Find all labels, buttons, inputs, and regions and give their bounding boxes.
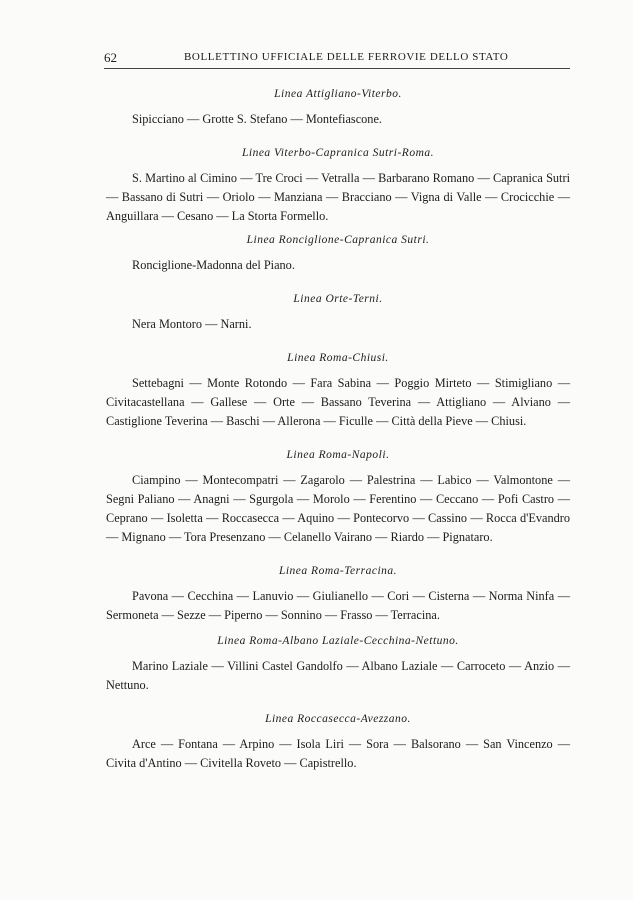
page-number: 62 xyxy=(104,50,117,65)
section-roccasecca-avezzano xyxy=(106,711,570,773)
section-body: Pavona — Cecchina — Lanuvio — Giulianello — Cori — Cisterna — Norma Ninfa — Sermoneta — Sezze — Piperno — Sonnino — Frasso — Terracina. xyxy=(106,589,570,622)
section-body: Settebagni — Monte Rotondo — Fara Sabina — Poggio Mirteto — Stimigliano — Civitacastellana — Gallese — Orte — Bassano Teverina — Attigliano — Alviano — Castiglione Teverina — Baschi — Allerona — Ficulle — Città della Pieve — Chiusi. xyxy=(106,376,570,428)
section-body: Arce — Fontana — Arpino — Isola Liri — Sora — Balsorano — San Vincenzo — Civita d'Antino — Civitella Roveto — Capistrello. xyxy=(106,737,570,770)
header-rule xyxy=(104,68,570,69)
section-title: Linea Orte-Terni. xyxy=(293,293,383,305)
section-title: Linea Roccasecca-Avezzano. xyxy=(265,713,411,725)
section-roma-chiusi xyxy=(106,350,570,431)
page-header xyxy=(104,50,570,68)
section-viterbo-capranica-roma xyxy=(106,145,570,226)
section-title: Linea Roma-Terracina. xyxy=(278,565,398,577)
running-title: BOLLETTINO UFFICIALE DELLE FERROVIE DELLO STATO xyxy=(184,51,509,63)
section-ronciglione-capranica xyxy=(106,232,570,275)
section-title: Linea Roma-Napoli. xyxy=(286,449,390,461)
section-body: Sipicciano — Grotte S. Stefano — Montefiascone. xyxy=(132,112,382,126)
section-roma-terracina xyxy=(106,563,570,625)
section-body: Marino Laziale — Villini Castel Gandolfo — Albano Laziale — Carroceto — Anzio — Nettuno. xyxy=(106,659,570,692)
section-roma-albano-nettuno xyxy=(106,633,570,695)
section-title: Linea Roma-Chiusi. xyxy=(287,352,389,364)
section-orte-terni xyxy=(106,291,570,334)
section-title: Linea Attigliano-Viterbo. xyxy=(274,88,402,100)
section-body: Ciampino — Montecompatri — Zagarolo — Palestrina — Labico — Valmontone — Segni Paliano — Anagni — Sgurgola — Morolo — Ferentino — Ceccano — Pofi Castro — Ceprano — Isoletta — Roccasecca — Aquino — Pontecorvo — Cassino — Rocca d'Evandro — Mignano — Tora Presenzano — Celanello Vairano — Riardo — Pignataro. xyxy=(106,473,570,544)
section-attigliano-viterbo xyxy=(106,86,570,129)
section-title: Linea Ronciglione-Capranica Sutri. xyxy=(246,234,430,246)
section-body: Ronciglione-Madonna del Piano. xyxy=(132,258,295,272)
section-title: Linea Viterbo-Capranica Sutri-Roma. xyxy=(241,147,434,159)
section-roma-napoli xyxy=(106,447,570,547)
section-body: S. Martino al Cimino — Tre Croci — Vetralla — Barbarano Romano — Capranica Sutri — Bassano di Sutri — Oriolo — Manziana — Bracciano — Vigna di Valle — Crocicchie — Anguillara — Cesano — La Storta Formello. xyxy=(106,171,570,223)
page-content xyxy=(106,86,570,773)
section-title: Linea Roma-Albano Laziale-Cecchina-Nettuno. xyxy=(217,635,459,647)
section-body: Nera Montoro — Narni. xyxy=(132,317,252,331)
